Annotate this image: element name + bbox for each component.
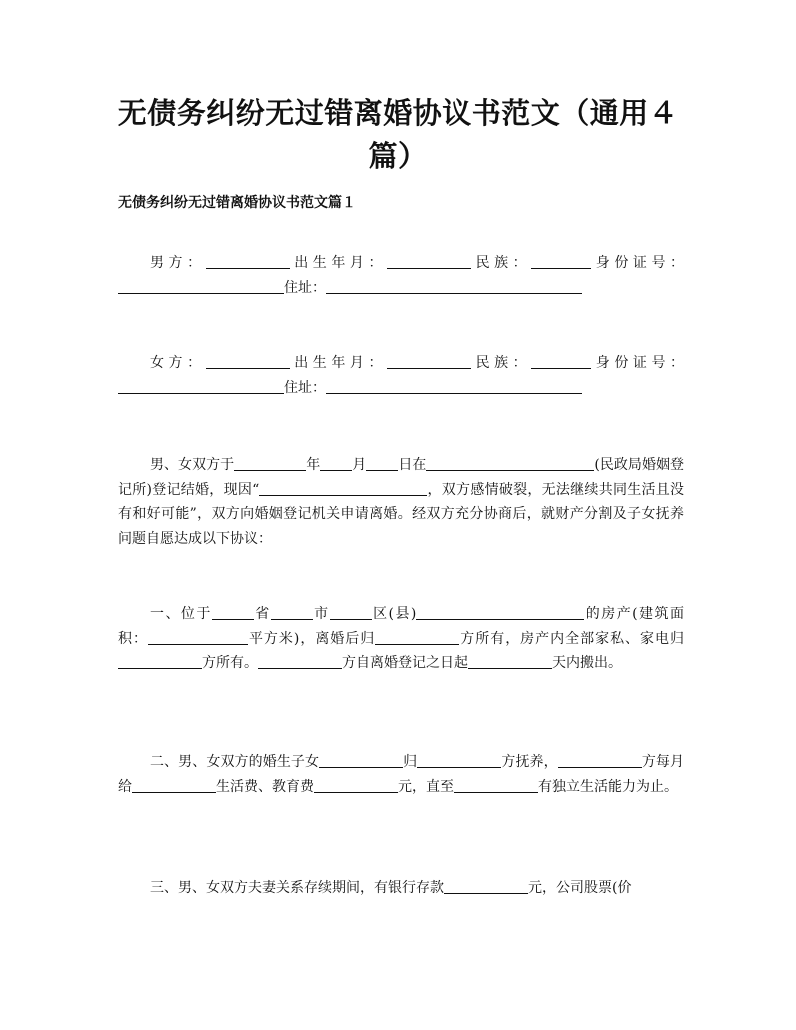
clause-1-text-5: 方自离婚登记之日起 <box>342 655 468 671</box>
male-party-paragraph <box>118 251 684 300</box>
document-title <box>100 92 696 178</box>
province-blank <box>212 605 254 620</box>
child-name-blank <box>319 753 403 768</box>
male-ethnicity-blank <box>531 254 591 269</box>
female-id-blank <box>118 379 284 394</box>
clause-3-text-2: 元，公司股票(价 <box>528 880 632 896</box>
intro-month-label: 月 <box>352 457 367 473</box>
female-ethnicity-blank <box>531 354 591 369</box>
clause-2-text-5: 生活费、教育费 <box>216 778 314 795</box>
male-address-label: 住址： <box>284 279 326 296</box>
title-line-2: 篇） <box>368 139 428 173</box>
marriage-year-blank <box>234 456 306 471</box>
move-out-days-blank <box>468 654 552 669</box>
divorce-reason-blank <box>259 481 427 496</box>
clause-1-text-2: 的房产(建筑面积： <box>118 606 684 647</box>
registry-office-blank <box>426 456 594 471</box>
male-address-blank <box>326 279 582 294</box>
intro-year-label: 年 <box>306 457 321 473</box>
district-blank <box>330 605 372 620</box>
bank-deposit-blank <box>444 879 528 894</box>
female-ethnicity-label: 民族： <box>471 355 532 371</box>
marriage-month-blank <box>320 456 352 471</box>
city-blank <box>271 605 313 620</box>
support-amount-blank <box>314 778 398 793</box>
female-name-blank <box>206 354 290 369</box>
clause-2-paragraph <box>118 750 684 799</box>
section-heading: 无债务纠纷无过错离婚协议书范文篇１ <box>118 195 356 211</box>
female-label: 女方： <box>150 355 206 371</box>
move-out-party-blank <box>258 654 342 669</box>
clause-2-text-3: 方抚养， <box>501 754 558 770</box>
female-birth-blank <box>387 354 471 369</box>
male-name-blank <box>206 254 290 269</box>
male-ethnicity-label: 民族： <box>471 255 532 271</box>
title-line-1: 无债务纠纷无过错离婚协议书范文（通用４ <box>117 96 679 130</box>
female-address-blank <box>326 379 582 394</box>
clause-2-text-7: 有独立生活能力为止。 <box>538 778 678 795</box>
clause-1-area: 平方米)，离婚后归 <box>247 630 376 647</box>
male-id-blank <box>118 279 284 294</box>
clause-2-text-1: 二、男、女双方的婚生子女 <box>150 754 320 770</box>
recipient-blank <box>132 778 216 793</box>
house-owner-blank <box>375 630 459 645</box>
marriage-day-blank <box>366 456 398 471</box>
clause-1-paragraph <box>118 602 684 676</box>
intro-paragraph <box>118 453 684 551</box>
intro-text-1: 男、女双方于 <box>150 457 235 473</box>
female-id-label: 身份证号： <box>591 355 685 371</box>
furniture-owner-blank <box>118 654 202 669</box>
male-birth-label: 出生年月： <box>289 255 388 271</box>
clause-1-province: 省 <box>253 606 271 622</box>
female-address-label: 住址： <box>284 379 326 396</box>
area-blank <box>148 630 248 645</box>
female-birth-label: 出生年月： <box>289 355 388 371</box>
male-birth-blank <box>387 254 471 269</box>
clause-1-text-1: 一、位于 <box>150 606 212 622</box>
house-address-blank <box>416 605 584 620</box>
clause-1-text-4: 方所有。 <box>202 655 258 671</box>
female-party-paragraph <box>118 351 684 400</box>
male-id-label: 身份证号： <box>591 255 685 271</box>
clause-3-paragraph <box>118 876 684 901</box>
clause-1-city: 市 <box>312 606 330 622</box>
clause-1-text-6: 天内搬出。 <box>552 655 622 671</box>
male-label: 男方： <box>150 255 206 271</box>
support-until-blank <box>454 778 538 793</box>
intro-day-label: 日在 <box>398 457 427 473</box>
clause-2-text-2: 归 <box>403 754 418 770</box>
clause-1-district: 区(县) <box>371 606 417 622</box>
paying-party-blank <box>558 753 642 768</box>
intro-text-2: (民政局婚姻登记所)登记结婚，现因“ <box>118 457 685 498</box>
clause-1-text-3: 方所有，房产内全部家私、家电归 <box>459 630 685 647</box>
intro-text-3: ，双方感情破裂，无法继续共同生活且没有和好可能”，双方向婚姻登记机关申请离婚。经双方充分协商后，就财产分割及子女抚养问题自愿达成以下协议： <box>118 481 685 547</box>
clause-3-text-1: 三、男、女双方夫妻关系存续期间，有银行存款 <box>150 880 444 896</box>
clause-2-text-4: 方每月给 <box>118 754 685 795</box>
custody-party-blank <box>417 753 501 768</box>
clause-2-text-6: 元，直至 <box>398 778 454 795</box>
